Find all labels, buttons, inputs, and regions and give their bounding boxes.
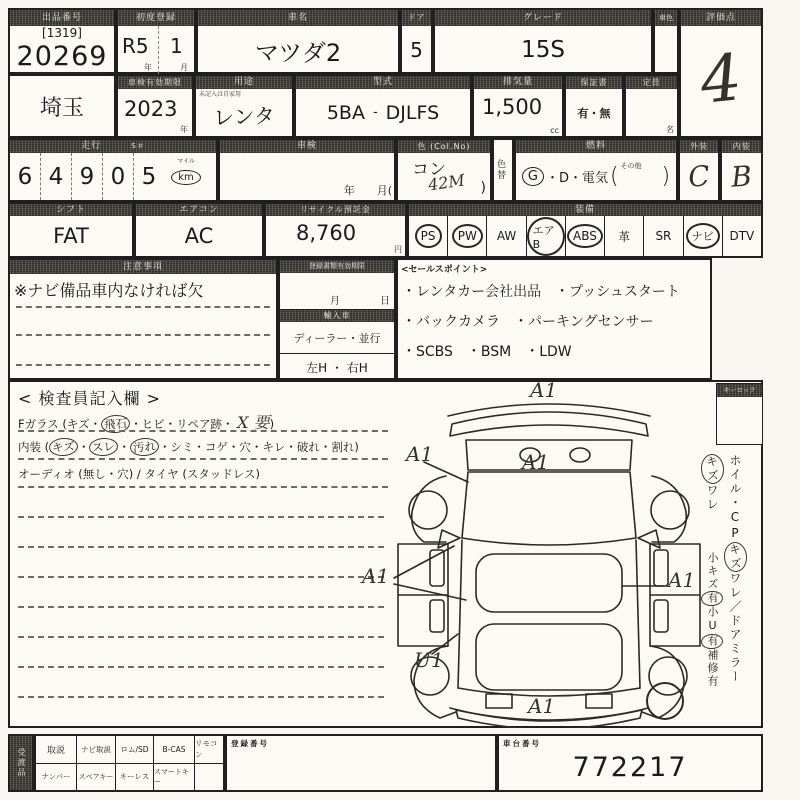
exterior-label: 外装 xyxy=(680,140,718,153)
ruled-line xyxy=(16,334,270,336)
circled-word: キズ xyxy=(723,541,748,573)
color-name: コン xyxy=(412,160,446,180)
ac-value: AC xyxy=(184,224,214,248)
ruled-line xyxy=(16,364,270,366)
unit-month: 月 xyxy=(180,63,188,72)
model-code: DJLFS xyxy=(385,101,440,124)
handover-grid xyxy=(34,734,225,792)
color-number: 42M xyxy=(426,170,466,195)
ruled-line xyxy=(18,576,384,578)
import-label: 輸入車 xyxy=(280,310,394,322)
displacement-value: 1,500 xyxy=(482,95,543,119)
damage-mark-left-doors: A1 xyxy=(362,564,390,588)
unit-year: 年 xyxy=(144,63,152,72)
inspector-title: < 検査員記入欄 > xyxy=(18,389,161,408)
notes-line1: ※ナビ備品車内なければ欠 xyxy=(14,281,204,300)
ruled-line xyxy=(18,546,384,548)
sales-points-title: <セールスポイント> xyxy=(401,265,488,275)
equipment-item-leather: 革 xyxy=(604,216,643,256)
equipment-item-ps: PS xyxy=(409,216,447,256)
steering-value: 左H ・ 右H xyxy=(306,360,368,375)
shift-label: シフト xyxy=(10,204,132,216)
equipment-label: 装備 xyxy=(409,204,761,216)
unit-cc: cc xyxy=(550,126,559,135)
handover-item: B-CAS xyxy=(154,736,195,763)
inspection-area xyxy=(8,380,763,728)
shaken2-label: 車検 xyxy=(220,140,394,153)
registration-number-cell xyxy=(225,734,497,792)
fuel-paren-open: ( xyxy=(609,164,619,189)
divider xyxy=(158,26,159,74)
region-cell xyxy=(8,74,116,138)
displacement-label: 排気量 xyxy=(474,76,562,89)
km-circle: km xyxy=(171,170,201,185)
reg-valid-label: 登録書類有効期限 xyxy=(280,260,394,273)
door-cell xyxy=(400,8,433,74)
side-note-scratch: 小キズ有小U有補修有 xyxy=(701,552,723,722)
color-label: 色 (Col.No) xyxy=(398,140,490,153)
ruled-line xyxy=(18,486,388,488)
equipment-item-dtv: DTV xyxy=(722,216,761,256)
door-count: 5 xyxy=(410,38,423,62)
warranty-cell xyxy=(564,74,624,138)
interior-label: 内装 xyxy=(722,140,761,153)
fuel-gasoline: G xyxy=(522,167,544,186)
displacement-cell xyxy=(472,74,564,138)
shaken-cell xyxy=(116,74,194,138)
use-cell xyxy=(194,74,294,138)
handover-item: 取説 xyxy=(36,736,77,763)
mileage-digit: 0 xyxy=(103,153,134,200)
handover-item: ナンバー xyxy=(36,764,77,791)
chassis-number-label: 車台番号 xyxy=(503,739,541,748)
paren-close: ) xyxy=(480,180,486,196)
sales-point-line: ・SCBS ・BSM ・LDW xyxy=(402,344,572,360)
car-name: マツダ2 xyxy=(254,38,342,67)
audio-tire-line: オーディオ (無し・穴) / タイヤ (スタッドレス) xyxy=(18,467,260,481)
registration-number-label: 登録番号 xyxy=(231,739,269,748)
first-registration-cell xyxy=(116,8,196,74)
handover-label: 受渡品 xyxy=(8,734,34,792)
lot-number: 20269 xyxy=(14,40,110,74)
ac-label: エアコン xyxy=(136,204,262,216)
circled-word: 有 xyxy=(701,633,724,649)
lot-label: 出品番号 xyxy=(10,10,114,26)
handover-item: スペアキー xyxy=(77,764,116,791)
unit-yen: 円 xyxy=(394,245,402,254)
use-label: 用途 xyxy=(196,76,292,89)
ruled-line xyxy=(18,458,388,460)
mileage-digit: 6 xyxy=(10,153,41,200)
km-badge xyxy=(164,153,208,200)
equipment-item-sr: SR xyxy=(643,216,682,256)
use-value: レンタ xyxy=(212,103,276,131)
equipment-item-navi: ナビ xyxy=(683,216,722,256)
first-reg-month: 1 xyxy=(170,34,183,58)
grade-cell xyxy=(433,8,653,74)
notes-label: 注意事項 xyxy=(10,260,276,274)
shift-value: FAT xyxy=(53,224,89,248)
damage-mark-bottom: A1 xyxy=(528,694,556,718)
circled-word: 有 xyxy=(701,590,724,606)
equipment-item-abs: ABS xyxy=(565,216,604,256)
equipment-cell xyxy=(407,202,763,258)
interior-line: 内装 ( キズ ・ スレ ・ 汚れ ・シミ・コゲ・穴・キレ・破れ・割れ) xyxy=(18,438,359,456)
damage-mark-front-left: A1 xyxy=(406,442,434,466)
model-label: 型式 xyxy=(296,76,470,89)
recycle-fee: 8,760 xyxy=(296,221,357,245)
fuel-options: ・D・電気 xyxy=(545,171,608,186)
circled-word: 飛石 xyxy=(101,414,131,434)
score-cell xyxy=(679,8,763,138)
score-value: 4 xyxy=(696,41,746,119)
exterior-grade: C xyxy=(686,159,712,194)
ruled-line xyxy=(18,516,384,518)
chassis-number-cell xyxy=(497,734,763,792)
ac-cell xyxy=(134,202,264,258)
car-diagram xyxy=(384,388,714,728)
shaken-year: 2023 xyxy=(124,97,178,121)
ruled-line xyxy=(18,636,384,638)
keylock-label: キーロック xyxy=(717,384,762,397)
circled-word: キズ xyxy=(700,453,725,485)
equipment-item-aw: AW xyxy=(486,216,525,256)
handover-item: ロム/SD xyxy=(116,736,154,763)
model-dash: - xyxy=(372,105,378,120)
capacity-cell xyxy=(624,74,679,138)
use-note: 未記入は自家用 xyxy=(199,91,242,98)
circled-word: 汚れ xyxy=(129,437,159,457)
mileage-digit: 9 xyxy=(72,153,103,200)
warranty-label: 保証書 xyxy=(566,76,622,89)
sales-points-cell xyxy=(396,258,712,380)
model-prefix: 5BA xyxy=(326,101,365,124)
shaken2-cell xyxy=(218,138,396,202)
score-label: 評価点 xyxy=(681,10,761,26)
handwritten-circle-mark xyxy=(646,682,684,720)
model-code-cell xyxy=(294,74,472,138)
import-value: ディーラー・並行 xyxy=(280,322,394,354)
recolor-label: 色替 xyxy=(495,159,505,181)
damage-mark-rear-left: U1 xyxy=(414,648,444,672)
mileage-digit: 5 xyxy=(141,163,157,190)
month-day: 月 日 xyxy=(330,296,390,307)
damage-mark-top: A1 xyxy=(530,378,558,402)
car-name-label: 車名 xyxy=(198,10,398,26)
ruled-line xyxy=(18,666,384,668)
handover-item: キーレス xyxy=(116,764,154,791)
handover-item-empty xyxy=(195,764,223,791)
lot-cell xyxy=(8,8,116,74)
ruled-line xyxy=(18,430,388,432)
equipment-item-pw: PW xyxy=(447,216,486,256)
exterior-grade-cell xyxy=(678,138,720,202)
shaken2-units: 年 月( xyxy=(343,184,392,197)
car-name-cell xyxy=(196,8,400,74)
first-reg-year: R5 xyxy=(122,34,149,58)
ruled-line xyxy=(16,306,270,308)
paint-label: 車色 xyxy=(655,10,677,26)
side-note-wheel: ホイル・CPキズワレ／ドアミラーキズワレ xyxy=(701,454,747,704)
handover-item: ナビ取説 xyxy=(77,736,116,763)
color-cell xyxy=(396,138,492,202)
chassis-number: 772217 xyxy=(572,751,688,783)
circled-word: スレ xyxy=(89,437,119,457)
grade-label: グレード xyxy=(435,10,651,26)
paint-cell xyxy=(653,8,679,74)
mileage-digit: 4 xyxy=(41,153,72,200)
ruled-line xyxy=(18,696,384,698)
door-label: ドア xyxy=(402,10,431,26)
recycle-label: リサイクル預託金 xyxy=(266,204,405,216)
shift-cell xyxy=(8,202,134,258)
unit-persons: 名 xyxy=(666,125,674,134)
keylock-cell xyxy=(716,383,763,445)
ruled-line xyxy=(18,606,384,608)
mileage-cell xyxy=(8,138,218,202)
handover-item: スマートキー xyxy=(154,764,195,791)
handwritten-x-required: X 要 xyxy=(237,413,270,432)
equipment-item-airbag: エアB xyxy=(526,216,565,256)
recycle-fee-cell xyxy=(264,202,407,258)
fuel-cell xyxy=(514,138,678,202)
unit-year: 年 xyxy=(180,125,188,134)
interior-grade: B xyxy=(730,159,753,194)
sales-point-line: ・バックカメラ ・パーキングセンサー xyxy=(402,314,654,330)
fuel-other: その他 xyxy=(620,162,642,170)
fuel-paren-close: ) xyxy=(661,164,671,189)
damage-mark-right: A1 xyxy=(668,568,696,592)
capacity-label: 定員 xyxy=(626,76,677,89)
recolor-cell xyxy=(492,138,514,202)
first-registration-label: 初度登録 xyxy=(118,10,194,26)
mileage-label: 走行 xyxy=(81,141,102,151)
grade-value: 15S xyxy=(521,37,565,63)
sales-point-line: ・レンタカー会社出品 ・プッシュスタート xyxy=(402,284,680,300)
notes-cell xyxy=(8,258,278,380)
mile-label: マイル xyxy=(177,158,195,165)
warranty-value: 有・無 xyxy=(577,106,611,120)
interior-grade-cell xyxy=(720,138,763,202)
shaken-label: 車検有効期限 xyxy=(118,76,192,89)
fglass-line: Fガラス (キズ・ 飛石 ・ヒビ・リペア跡・ X 要) xyxy=(18,413,275,432)
circled-word: キズ xyxy=(49,437,79,457)
handover-item: リモコン xyxy=(195,739,218,760)
documents-cell xyxy=(278,258,396,380)
region-value: 埼玉 xyxy=(39,95,84,121)
fuel-label: 燃料 xyxy=(516,140,676,153)
damage-mark-hood: A1 xyxy=(522,450,550,474)
mileage-s-label: S＃ xyxy=(131,142,145,150)
lot-bracket: [1319] xyxy=(42,26,82,40)
